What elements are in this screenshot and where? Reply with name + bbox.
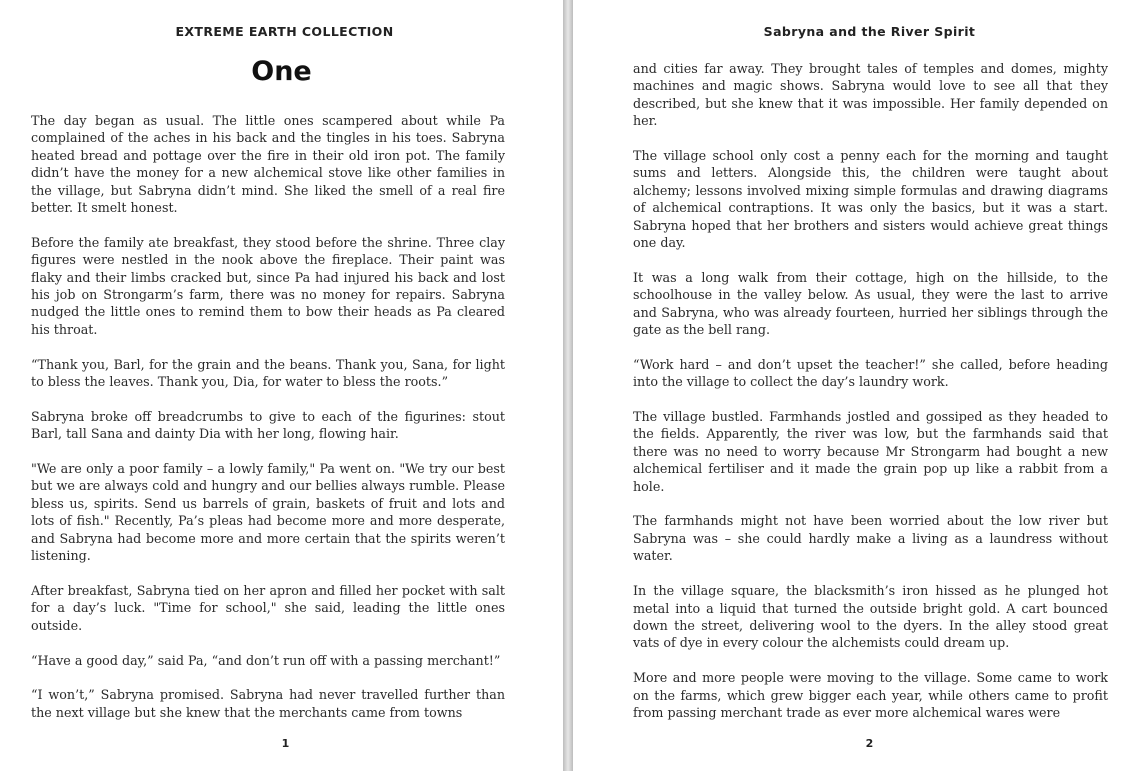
paragraph: Sabryna broke off breadcrumbs to give to each of the figurines: stout Barl, tall Sana and dainty Dia with her long, flowing hair.: [31, 408, 505, 442]
page-number: 1: [281, 737, 290, 750]
paragraph: Before the family ate breakfast, they stood before the shrine. Three clay figures were nestled in the nook above the fireplace. Their paint was flaky and their limbs cracked but, since Pa had injured his back and lost his job on Strongarm’s farm, there was no money for repairs. Sabryna nudged the little ones to remind them to bow their heads as Pa cleared his throat.: [31, 234, 505, 337]
page-number: 2: [865, 737, 874, 750]
running-head: EXTREME EARTH COLLECTION: [175, 24, 394, 39]
running-head: Sabryna and the River Spirit: [763, 24, 976, 39]
paragraph: In the village square, the blacksmith’s iron hissed as he plunged hot metal into a liquid that turned the outside bright gold. A cart bounced down the street, delivering wool to the dyers. In the alley stood great vats of dye in every colour the alchemists could dream up.: [633, 583, 1108, 651]
book-gutter: [563, 0, 573, 771]
chapter-title: One: [251, 56, 312, 87]
paragraph: The farmhands might not have been worried about the low river but Sabryna was – she could hardly make a living as a laundress without water.: [633, 513, 1108, 564]
paragraph: “Work hard – and don’t upset the teacher!” she called, before heading into the village to collect the day’s laundry work.: [633, 356, 1108, 390]
paragraph: “I won’t,” Sabryna promised. Sabryna had never travelled further than the next village but she knew that the merchants came from towns: [31, 687, 505, 720]
paragraph: and cities far away. They brought tales of temples and domes, mighty machines and magic shows. Sabryna would love to see all that they described, but she knew that it was impossible. Her family depended on her.: [633, 61, 1108, 129]
paragraph: The village school only cost a penny each for the morning and taught sums and letters. Alongside this, the children were taught about alchemy; lessons involved mixing simple formulas and drawing diagrams of alchemical contraptions. It was only the basics, but it was a start. Sabryna hoped that her brothers and sisters would achieve great things one day.: [633, 148, 1108, 251]
paragraph: It was a long walk from their cottage, high on the hillside, to the schoolhouse in the valley below. As usual, they were the last to arrive and Sabryna, who was already fourteen, hurried her siblings through the gate as the bell rang.: [633, 269, 1108, 338]
body-text: [633, 60, 1108, 721]
paragraph: More and more people were moving to the village. Some came to work on the farms, which grew bigger each year, while others came to profit from passing merchant trade as ever more alchemical wares were: [633, 670, 1108, 720]
paragraph: “Have a good day,” said Pa, “and don’t run off with a passing merchant!”: [31, 652, 501, 668]
paragraph: After breakfast, Sabryna tied on her apron and filled her pocket with salt for a day’s luck. "Time for school," she said, leading the little ones outside.: [31, 582, 505, 633]
paragraph: The day began as usual. The little ones scampered about while Pa complained of the aches in his back and the tingles in his toes. Sabryna heated bread and pottage over the fire in their old iron pot. The family didn’t have the money for a new alchemical stove like other families in the village, but Sabryna didn’t mind. She liked the smell of a real fire better. It smelt honest.: [31, 113, 505, 216]
paragraph: “Thank you, Barl, for the grain and the beans. Thank you, Sana, for light to bless the leaves. Thank you, Dia, for water to bless the roots.”: [31, 356, 505, 390]
body-text: [31, 112, 505, 721]
left-page: [0, 0, 563, 771]
right-page: [573, 0, 1142, 771]
paragraph: "We are only a poor family – a lowly family," Pa went on. "We try our best but we are always cold and hungry and our bellies always rumble. Please bless us, spirits. Send us barrels of grain, baskets of fruit and lots and lots of fish." Recently, Pa’s pleas had become more and more desperate, and Sabryna had become more and more certain that the spirits weren’t listening.: [31, 461, 505, 564]
paragraph: The village bustled. Farmhands jostled and gossiped as they headed to the fields. Apparently, the river was low, but the farmhands said that there was no need to worry because Mr Strongarm had bought a new alchemical fertiliser and it made the grain pop up like a rabbit from a hole.: [633, 409, 1108, 494]
